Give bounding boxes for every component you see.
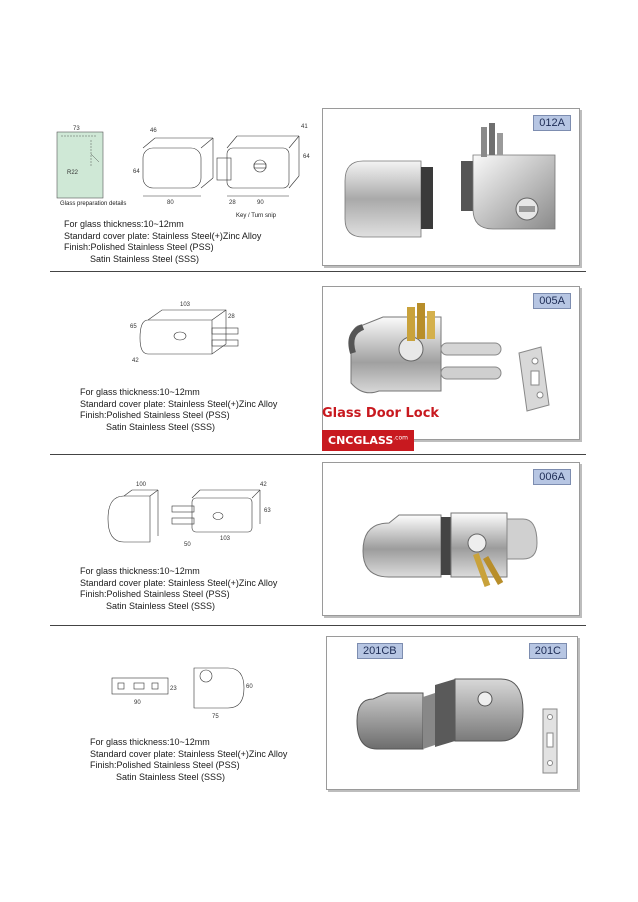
dim-label: 75 [212, 714, 219, 720]
glass-prep-label: Glass preparation details [60, 201, 127, 207]
product-code-201c: 201C [529, 643, 567, 659]
spec-line: Finish:Polished Stainless Steel (PSS) [80, 589, 230, 599]
dim-label: 28 [228, 314, 235, 320]
spec-line: For glass thickness:10~12mm [80, 387, 200, 397]
product-code-201cb: 201CB [357, 643, 403, 659]
product-photo-201c [326, 636, 578, 790]
spec-list [90, 737, 287, 783]
product-code-012a: 012A [533, 115, 571, 131]
spec-line: Satin Stainless Steel (SSS) [116, 771, 226, 782]
dim-label: 46 [150, 128, 157, 134]
spec-line: Standard cover plate: Stainless Steel(+)Zinc Alloy [80, 398, 278, 409]
section-divider [50, 625, 586, 626]
dim-label: 73 [73, 126, 80, 132]
brand-logo [322, 430, 414, 451]
dim-label: 64 [133, 169, 140, 175]
dim-label: 28 [229, 200, 236, 206]
spec-line: For glass thickness:10~12mm [80, 566, 200, 576]
technical-drawing-005a [128, 300, 248, 372]
dim-label: 60 [246, 684, 253, 690]
product-photo-006a [322, 462, 580, 616]
product-code-006a: 006A [533, 469, 571, 485]
technical-drawing-201c [108, 662, 268, 722]
dim-label: 41 [301, 124, 308, 130]
spec-list [80, 387, 277, 433]
dim-label: 80 [167, 200, 174, 206]
brand-name: CNCGLASS [328, 434, 394, 447]
spec-line: Finish:Polished Stainless Steel (PSS) [90, 760, 240, 770]
dim-label: 64 [303, 154, 310, 160]
spec-line: Satin Stainless Steel (SSS) [90, 253, 200, 264]
spec-line: Satin Stainless Steel (SSS) [106, 600, 216, 611]
brand-title: Glass Door Lock [322, 406, 440, 421]
spec-line: Finish:Polished Stainless Steel (PSS) [64, 242, 214, 252]
dim-label: 42 [132, 358, 139, 364]
spec-line: Standard cover plate: Stainless Steel(+)Zinc Alloy [90, 748, 288, 759]
product-code-005a: 005A [533, 293, 571, 309]
dim-label: R22 [67, 170, 79, 176]
spec-list [64, 219, 261, 265]
technical-drawing-006a [100, 476, 280, 556]
spec-line: For glass thickness:10~12mm [64, 219, 184, 229]
dim-label: 23 [170, 686, 177, 692]
dim-label: 90 [257, 200, 264, 206]
dim-label: 103 [180, 302, 191, 308]
spec-line: Satin Stainless Steel (SSS) [106, 421, 216, 432]
section-divider [50, 454, 586, 455]
spec-line: Finish:Polished Stainless Steel (PSS) [80, 410, 230, 420]
brand-suffix: .com [393, 434, 408, 442]
dim-label: 42 [260, 482, 267, 488]
dim-label: 103 [220, 536, 231, 542]
dim-label: 100 [136, 482, 147, 488]
section-divider [50, 271, 586, 272]
spec-line: Standard cover plate: Stainless Steel(+)Zinc Alloy [80, 577, 278, 588]
dim-label: 65 [130, 324, 137, 330]
spec-line: For glass thickness:10~12mm [90, 737, 210, 747]
spec-list [80, 566, 277, 612]
spec-line: Standard cover plate: Stainless Steel(+)Zinc Alloy [64, 230, 262, 241]
key-label: Key / Turn snip [236, 213, 277, 219]
dim-label: 90 [134, 700, 141, 706]
dim-label: 50 [184, 542, 191, 548]
product-photo-012a [322, 108, 580, 266]
dim-label: 63 [264, 508, 271, 514]
